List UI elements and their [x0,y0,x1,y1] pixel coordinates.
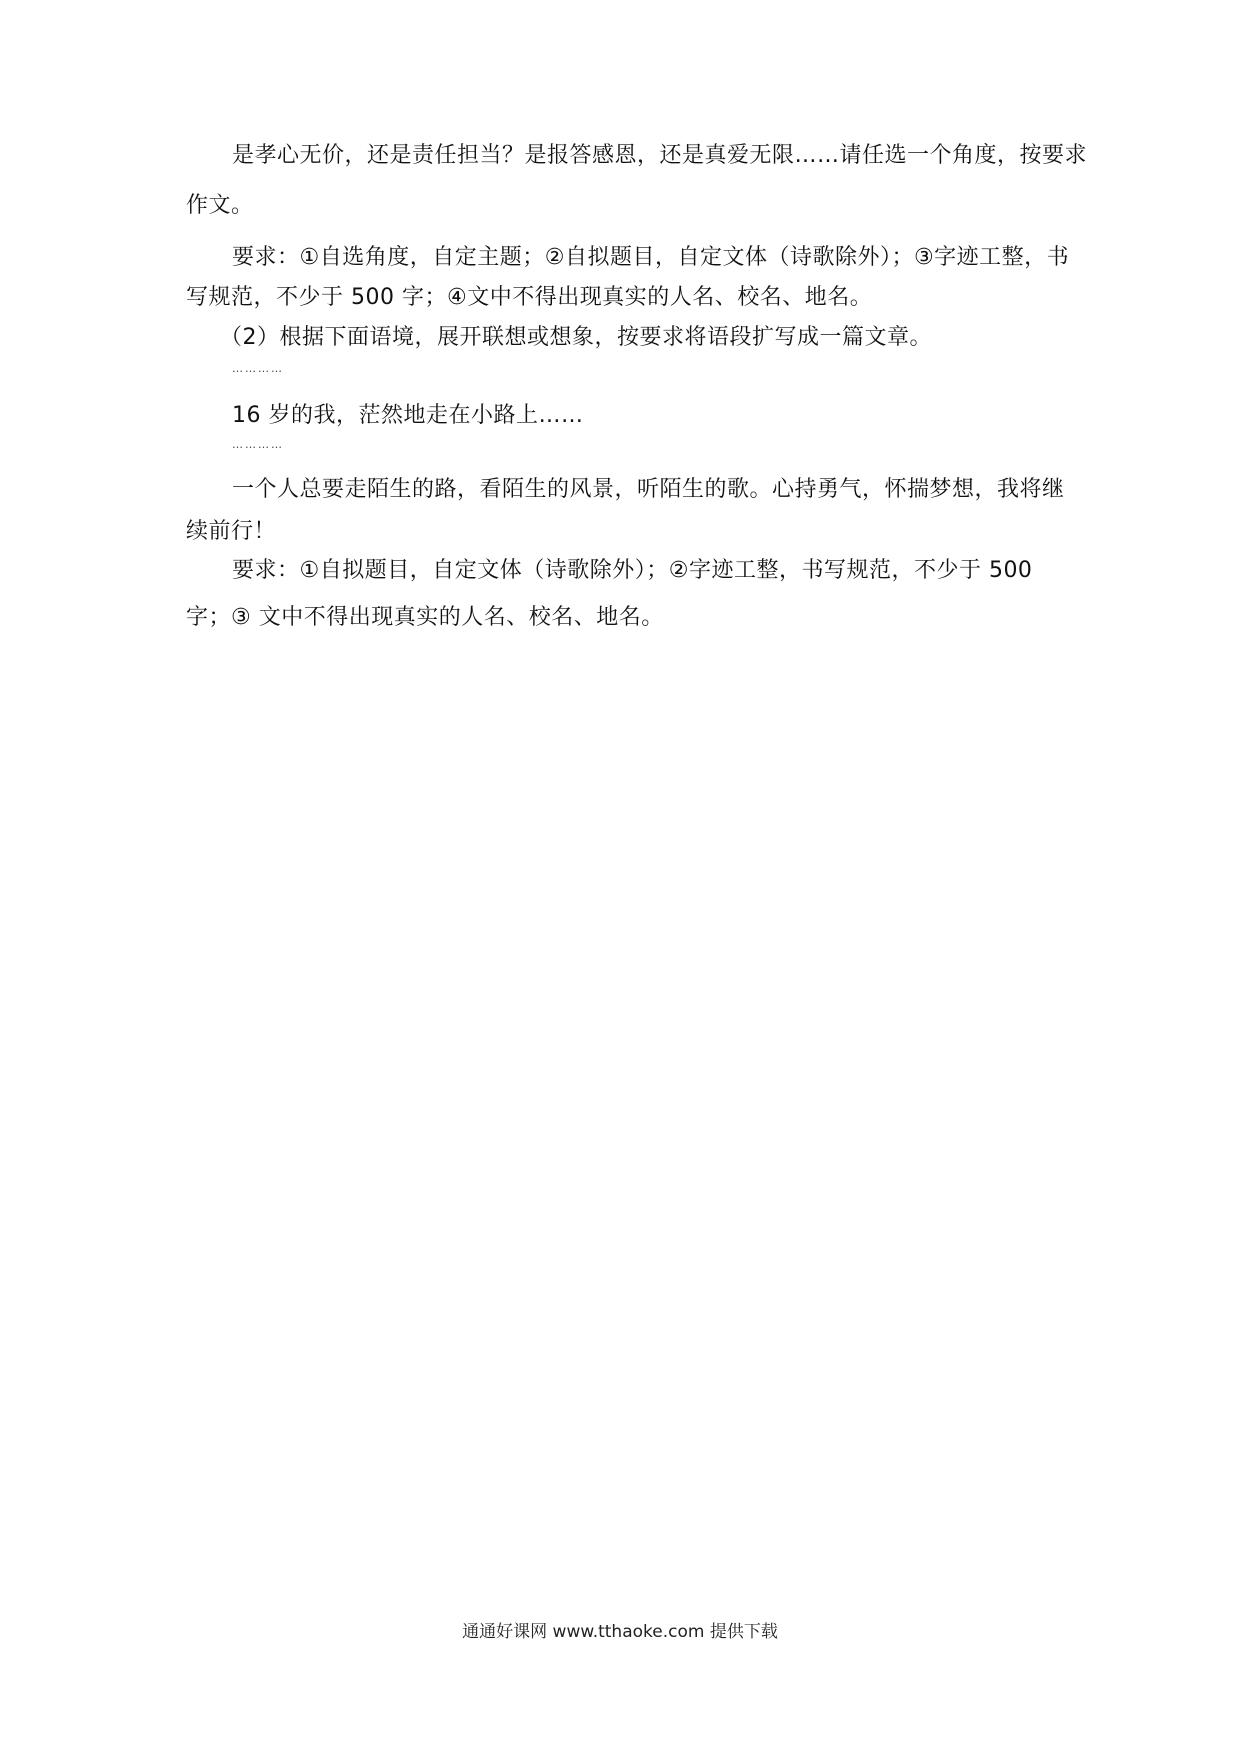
sample-line [186,398,584,429]
question-2-prompt: （2）根据下面语境，展开联想或想象，按要求将语段扩写成一篇文章。 [220,325,932,350]
paragraph-1-line-1 [186,138,1087,169]
paragraph-1-line-1-text: 是孝心无价，还是责任担当？是报答感恩，还是真爱无限……请任选一个角度，按要求 [232,143,1088,168]
sample-line-text: 16 岁的我，茫然地走在小路上…… [232,403,584,428]
ellipsis-b: ………… [232,438,284,451]
paragraph-2-line-1 [186,472,1065,503]
paragraph-2-line-1-text: 一个人总要走陌生的路，看陌生的风景，听陌生的歌。心持勇气，怀揣梦想，我将继 [232,477,1065,502]
requirements-1-line-2: 写规范，不少于 500 字；④文中不得出现真实的人名、校名、地名。 [186,285,873,310]
paragraph-1-line-2: 作文。 [186,193,254,218]
requirements-2-line-1-text: 要求：①自拟题目，自定文体（诗歌除外）；②字迹工整，书写规范，不少于 500 [232,558,1033,583]
requirements-2-line-1 [186,553,1032,584]
paragraph-2-line-2: 续前行！ [186,519,277,544]
requirements-2-line-2: 字；③ 文中不得出现真实的人名、校名、地名。 [186,605,664,630]
page-footer: 通通好课网 www.tthaoke.com 提供下载 [462,1622,778,1642]
requirements-1-line-1-text: 要求：①自选角度，自定主题；②自拟题目，自定文体（诗歌除外）；③字迹工整，书 [232,245,1070,270]
ellipsis-a: ………… [232,362,284,375]
requirements-1-line-1 [186,240,1069,271]
